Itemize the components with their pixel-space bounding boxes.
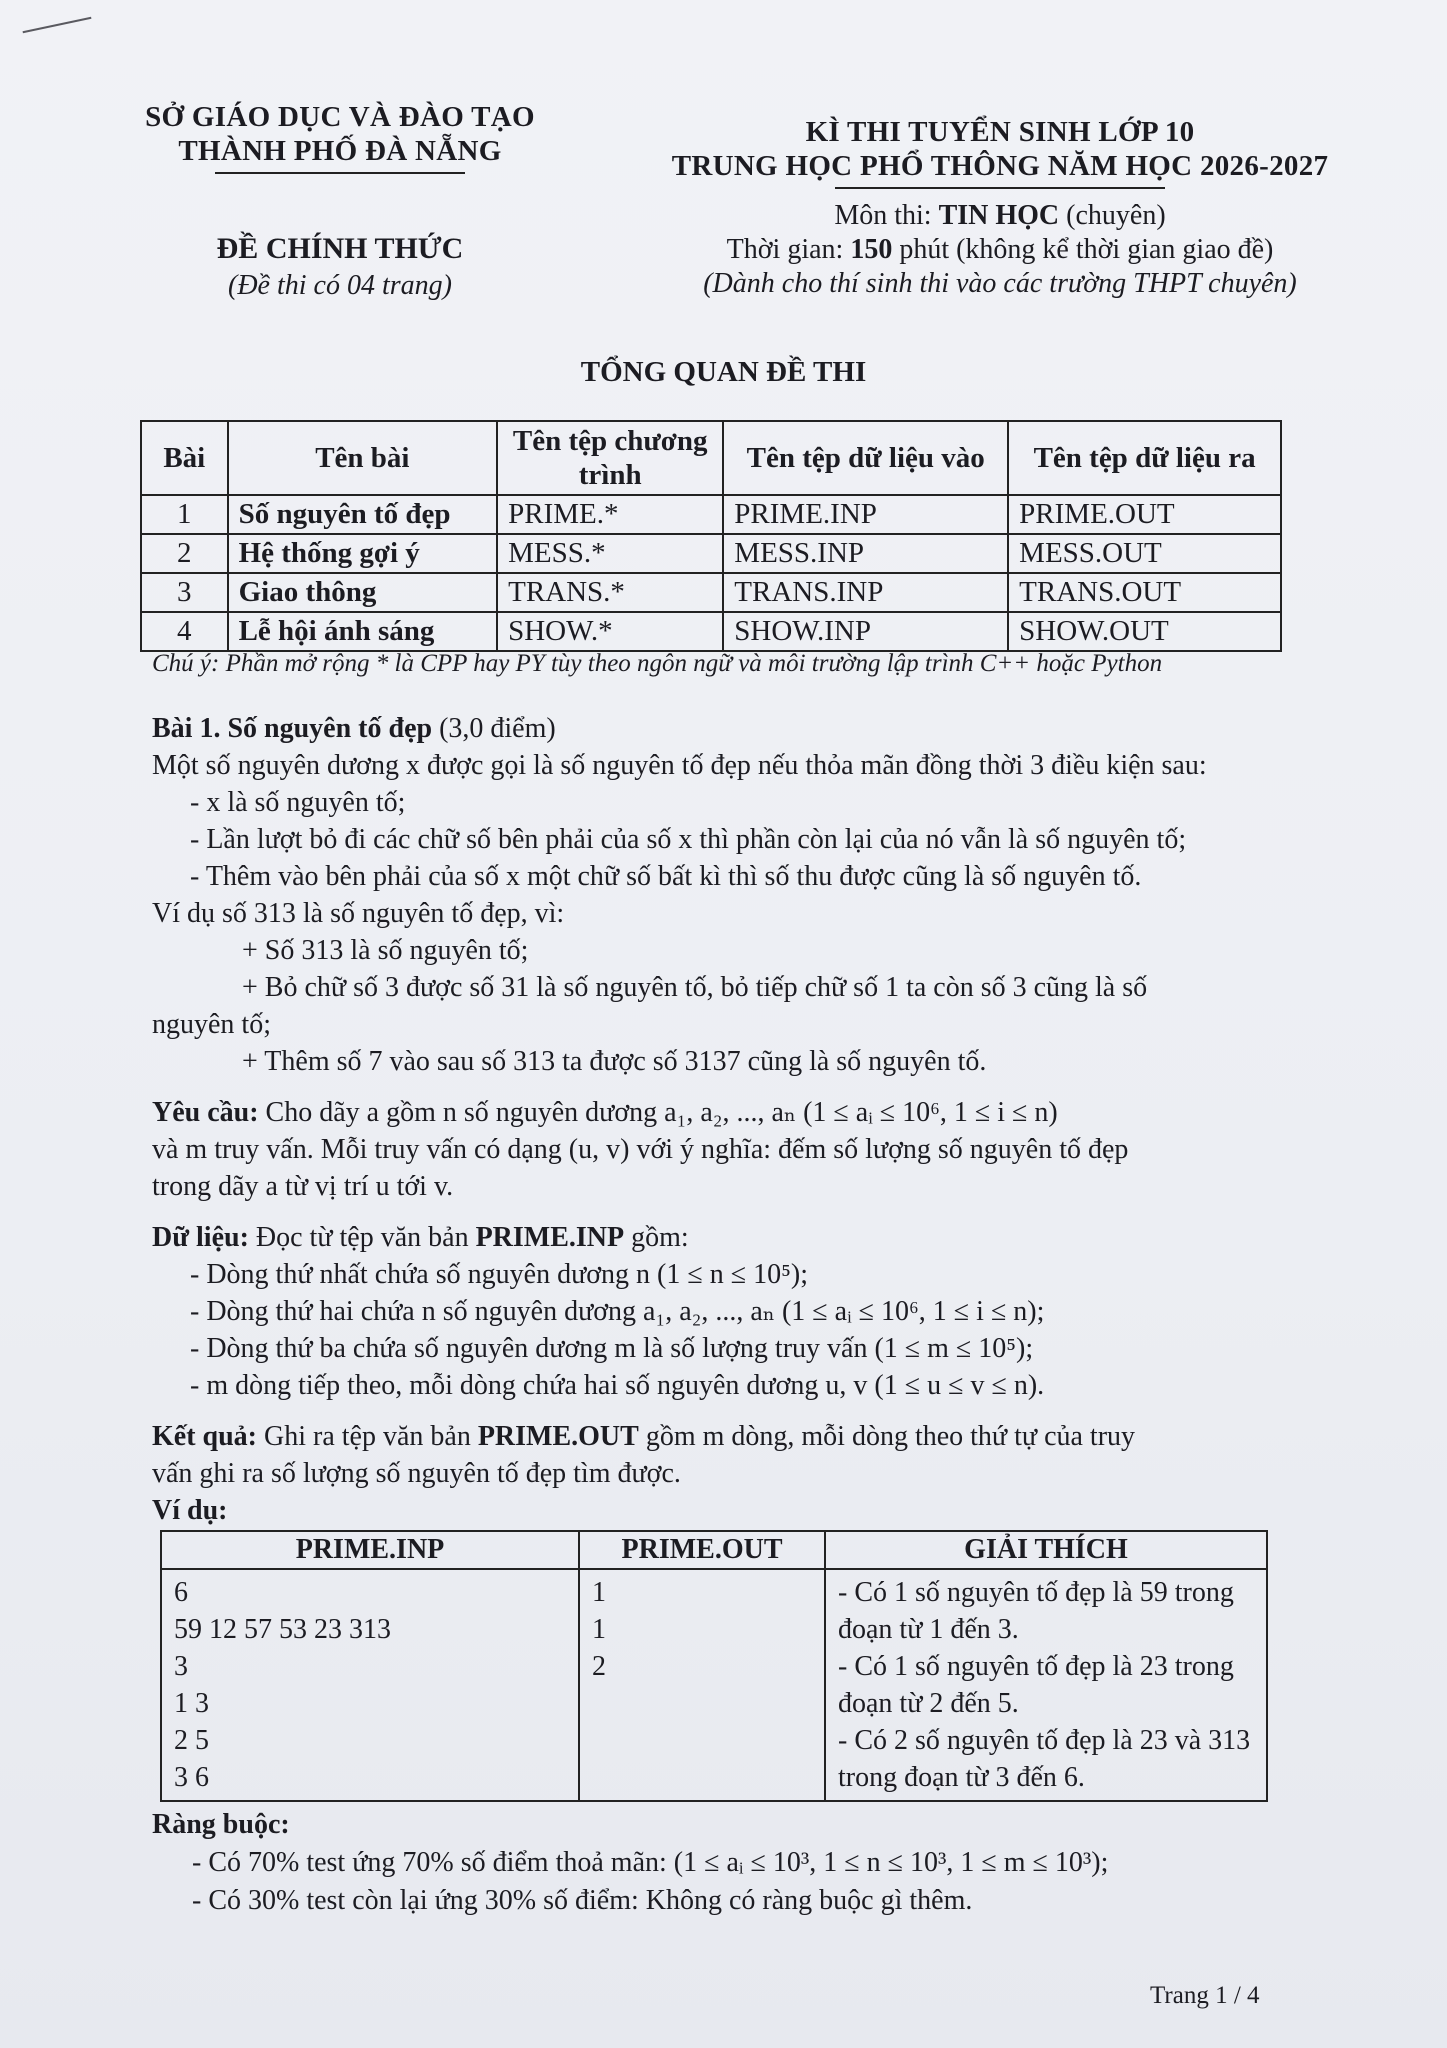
output-label: Kết quả: <box>152 1421 257 1452</box>
table-cell: TRANS.INP <box>723 573 1008 612</box>
subject-name: TIN HỌC <box>938 200 1060 231</box>
problem-points: (3,0 điểm) <box>432 713 556 744</box>
input-line: 6 <box>174 1577 188 1608</box>
table-cell: 4 <box>141 612 228 651</box>
output-pre: Ghi ra tệp văn bản <box>257 1421 478 1452</box>
input-pre: Đọc từ tệp văn bản <box>248 1222 476 1253</box>
exam-year: TRUNG HỌC PHỔ THÔNG NĂM HỌC 2026-2027 <box>671 150 1329 182</box>
overview-header-row <box>141 421 1281 495</box>
department-name: SỞ GIÁO DỤC VÀ ĐÀO TẠO <box>145 101 535 133</box>
condition-item: - x là số nguyên tố; <box>190 787 406 818</box>
example-row <box>161 1569 1267 1801</box>
table-cell: PRIME.INP <box>723 495 1008 534</box>
requirement <box>152 1094 1282 1131</box>
example-table <box>160 1530 1268 1802</box>
exam-title: KÌ THI TUYỂN SINH LỚP 10 <box>805 116 1195 148</box>
table-cell: SHOW.OUT <box>1008 612 1281 651</box>
example-item-cont: nguyên tố; <box>152 1009 271 1040</box>
table-row <box>141 495 1281 534</box>
example-label: Ví dụ: <box>152 1495 228 1526</box>
problem-intro: Một số nguyên dương x được gọi là số nguyên tố đẹp nếu thỏa mãn đồng thời 3 điều kiện sau: <box>152 750 1207 781</box>
time-value: 150 <box>850 234 893 265</box>
explain-line: đoạn từ 1 đến 3. <box>838 1614 1019 1645</box>
output-file: PRIME.OUT <box>477 1421 639 1452</box>
subject-prefix: Môn thi: <box>834 200 939 231</box>
table-cell: 2 <box>141 534 228 573</box>
subject-suffix: (chuyên) <box>1059 200 1166 231</box>
requirement-line: và m truy vấn. Mỗi truy vấn có dạng (u, v) với ý nghĩa: đếm số lượng số nguyên tố đẹp <box>152 1134 1129 1165</box>
header-cell: Tên tệp chương trình <box>497 421 723 495</box>
header-cell: Tên tệp dữ liệu ra <box>1008 421 1281 495</box>
subject-line <box>590 199 1410 233</box>
requirement-text: Cho dãy a gồm n số nguyên dương a₁, a₂, ..., aₙ (1 ≤ aᵢ ≤ 10⁶, 1 ≤ i ≤ n) <box>258 1097 1058 1128</box>
explain-line: - Có 1 số nguyên tố đẹp là 59 trong <box>838 1577 1234 1608</box>
condition-item: - Thêm vào bên phải của số x một chữ số bất kì thì số thu được cũng là số nguyên tố. <box>190 861 1142 892</box>
output-line: 1 <box>592 1614 606 1645</box>
header-cell: Tên tệp dữ liệu vào <box>723 421 1008 495</box>
input-line: 1 3 <box>174 1688 209 1719</box>
explain-line: - Có 2 số nguyên tố đẹp là 23 và 313 <box>838 1725 1251 1756</box>
table-cell: PRIME.OUT <box>1008 495 1281 534</box>
requirement-line: trong dãy a từ vị trí u tới v. <box>152 1171 454 1202</box>
extension-note: Chú ý: Phần mở rộng * là CPP hay PY tùy theo ngôn ngữ và môi trường lập trình C++ hoặc Python <box>152 650 1163 677</box>
input-label: Dữ liệu: <box>152 1222 249 1253</box>
example-explain-cell <box>825 1569 1267 1801</box>
table-cell: TRANS.* <box>497 573 723 612</box>
constraint-item: - Có 30% test còn lại ứng 30% số điểm: Không có ràng buộc gì thêm. <box>192 1885 973 1916</box>
input-line: 3 6 <box>174 1762 209 1793</box>
output-spec <box>152 1418 1282 1455</box>
city-name: THÀNH PHỐ ĐÀ NẴNG <box>178 135 502 167</box>
table-cell: SHOW.* <box>497 612 723 651</box>
example-item: + Thêm số 7 vào sau số 313 ta được số 3137 cũng là số nguyên tố. <box>242 1046 987 1077</box>
table-cell: TRANS.OUT <box>1008 573 1281 612</box>
time-prefix: Thời gian: <box>726 234 851 265</box>
overview-title: TỔNG QUAN ĐỀ THI <box>580 356 867 388</box>
table-row <box>141 612 1281 651</box>
input-file: PRIME.INP <box>475 1222 625 1253</box>
problem-title <box>152 710 1282 747</box>
input-item: - m dòng tiếp theo, mỗi dòng chứa hai số nguyên dương u, v (1 ≤ u ≤ v ≤ n). <box>190 1370 1045 1401</box>
header-left <box>100 100 580 302</box>
output-line: 2 <box>592 1651 606 1682</box>
header-cell: PRIME.INP <box>161 1531 579 1569</box>
table-row <box>141 573 1281 612</box>
output-post: gồm m dòng, mỗi dòng theo thứ tự của truy <box>638 1421 1136 1452</box>
example-input-cell <box>161 1569 579 1801</box>
time-suffix: phút (không kể thời gian giao đề) <box>892 234 1274 265</box>
input-line: 59 12 57 53 23 313 <box>174 1614 391 1645</box>
input-post: gồm: <box>624 1222 689 1253</box>
table-cell: SHOW.INP <box>723 612 1008 651</box>
header-cell: Bài <box>141 421 228 495</box>
input-line: 2 5 <box>174 1725 209 1756</box>
page-number: Trang 1 / 4 <box>1150 1982 1260 2009</box>
input-item: - Dòng thứ ba chứa số nguyên dương m là số lượng truy vấn (1 ≤ m ≤ 10⁵); <box>190 1333 1034 1364</box>
table-cell: 1 <box>141 495 228 534</box>
header-right <box>590 115 1410 301</box>
output-line: vấn ghi ra số lượng số nguyên tố đẹp tìm được. <box>152 1458 681 1489</box>
example-header-row <box>161 1531 1267 1569</box>
pages-note: (Đề thi có 04 trang) <box>228 270 452 301</box>
problem-title-text: Bài 1. Số nguyên tố đẹp <box>152 713 433 744</box>
input-item: - Dòng thứ nhất chứa số nguyên dương n (1 ≤ n ≤ 10⁵); <box>190 1259 808 1290</box>
constraints <box>152 1806 1282 1920</box>
input-item: - Dòng thứ hai chứa n số nguyên dương a₁, a₂, ..., aₙ (1 ≤ aᵢ ≤ 10⁶, 1 ≤ i ≤ n); <box>190 1296 1045 1327</box>
explain-line: trong đoạn từ 3 đến 6. <box>838 1762 1085 1793</box>
table-cell: PRIME.* <box>497 495 723 534</box>
header-right-underline <box>835 187 1165 189</box>
condition-item: - Lần lượt bỏ đi các chữ số bên phải của số x thì phần còn lại của nó vẫn là số nguyên tố; <box>190 824 1187 855</box>
constraints-label: Ràng buộc: <box>152 1809 290 1840</box>
header-cell: GIẢI THÍCH <box>825 1531 1267 1569</box>
explain-line: đoạn từ 2 đến 5. <box>838 1688 1019 1719</box>
example-intro: Ví dụ số 313 là số nguyên tố đẹp, vì: <box>152 898 565 929</box>
header-cell: Tên bài <box>228 421 498 495</box>
table-row <box>141 534 1281 573</box>
table-cell: 3 <box>141 573 228 612</box>
table-cell: Số nguyên tố đẹp <box>228 495 498 534</box>
constraint-item: - Có 70% test ứng 70% số điểm thoả mãn: (1 ≤ aᵢ ≤ 10³, 1 ≤ n ≤ 10³, 1 ≤ m ≤ 10³); <box>192 1847 1109 1878</box>
table-cell: Hệ thống gợi ý <box>228 534 498 573</box>
audience-note: (Dành cho thí sinh thi vào các trường THPT chuyên) <box>703 268 1297 299</box>
example-output-cell <box>579 1569 825 1801</box>
input-spec <box>152 1219 1282 1256</box>
header-left-underline <box>215 172 465 174</box>
header-cell: PRIME.OUT <box>579 1531 825 1569</box>
table-cell: MESS.* <box>497 534 723 573</box>
requirement-label: Yêu cầu: <box>152 1097 259 1128</box>
example-item: + Số 313 là số nguyên tố; <box>242 935 529 966</box>
example-item: + Bỏ chữ số 3 được số 31 là số nguyên tố, bỏ tiếp chữ số 1 ta còn số 3 cũng là số <box>242 972 1148 1003</box>
input-line: 3 <box>174 1651 188 1682</box>
table-cell: Giao thông <box>228 573 498 612</box>
table-cell: MESS.INP <box>723 534 1008 573</box>
explain-line: - Có 1 số nguyên tố đẹp là 23 trong <box>838 1651 1234 1682</box>
problem-1 <box>152 710 1282 1529</box>
table-cell: Lễ hội ánh sáng <box>228 612 498 651</box>
table-cell: MESS.OUT <box>1008 534 1281 573</box>
output-line: 1 <box>592 1577 606 1608</box>
official-label: ĐỀ CHÍNH THỨC <box>216 232 464 265</box>
overview-table <box>140 420 1282 652</box>
time-line <box>590 233 1410 267</box>
pen-mark <box>23 17 92 34</box>
